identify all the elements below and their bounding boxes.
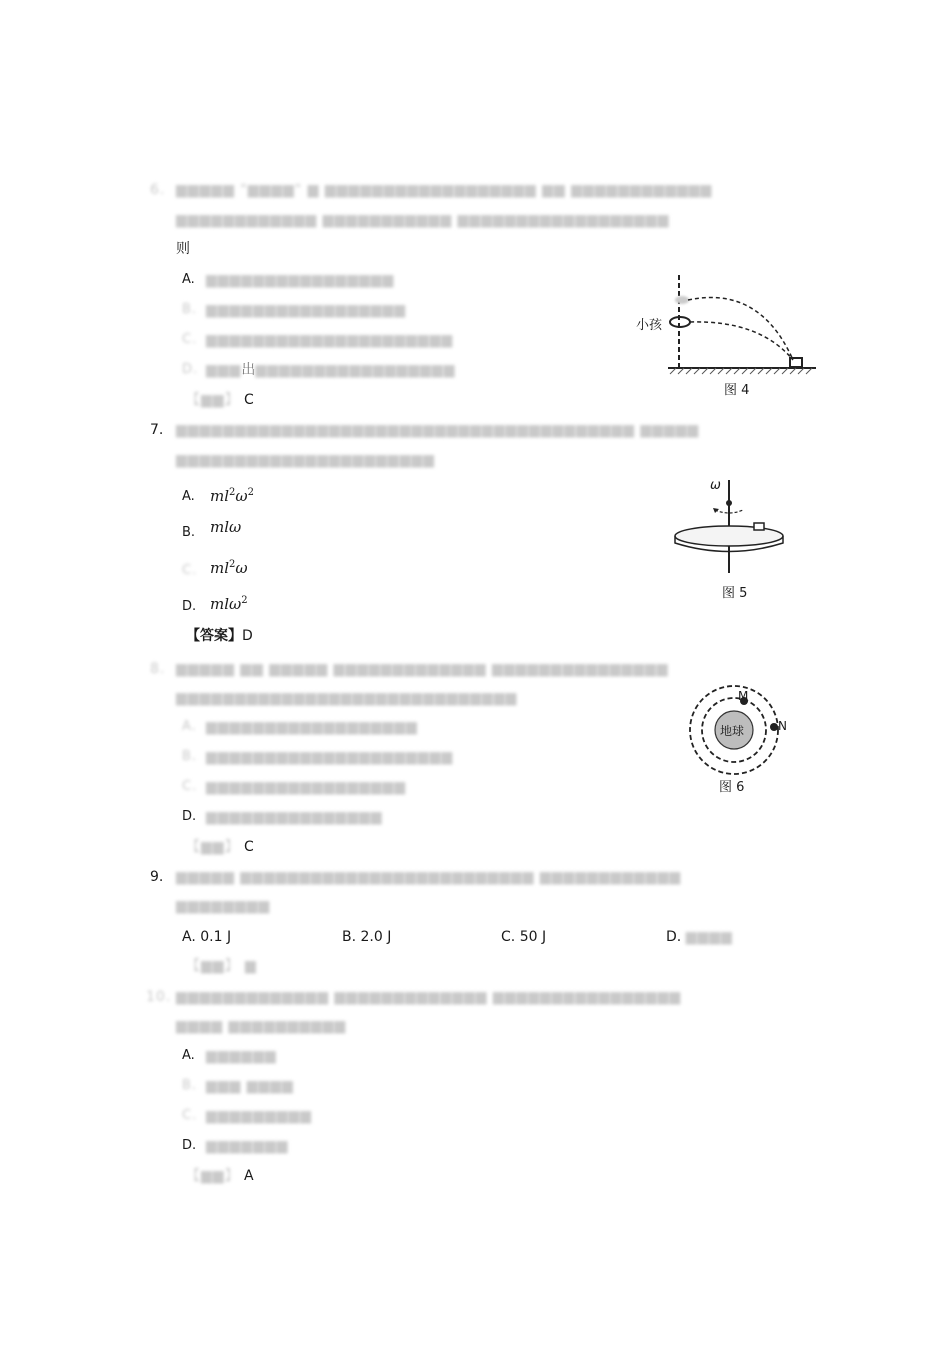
answer: 【▆▆】 C bbox=[186, 392, 254, 408]
option-text-redacted: ▆▆▆▆▆▆▆▆▆▆▆▆▆▆▆▆▆▆▆▆▆ bbox=[206, 332, 454, 348]
option-expression: mlω$^2$ bbox=[210, 595, 248, 613]
option-letter: A. bbox=[182, 719, 197, 734]
option-expression: $ml^2\omega^2$ bbox=[210, 487, 255, 505]
answer: 【▆▆】 C bbox=[186, 839, 254, 855]
question-number: 8. bbox=[150, 661, 166, 677]
option-letter: C. bbox=[182, 563, 198, 578]
question-text-line: 则 bbox=[176, 241, 190, 257]
ring-adult bbox=[675, 296, 689, 304]
trajectory-upper bbox=[688, 298, 793, 361]
question-number: 9. bbox=[150, 869, 164, 885]
option-letter: B. bbox=[182, 749, 198, 764]
omega-label: ω bbox=[710, 478, 721, 493]
question-text-redacted: ▆▆▆▆▆▆▆▆▆▆▆▆ ▆▆▆▆▆▆▆▆▆▆▆ ▆▆▆▆▆▆▆▆▆▆▆▆▆▆▆▆▆▆ bbox=[176, 212, 670, 228]
option-text-redacted: ▆▆▆▆▆▆▆▆▆▆▆▆▆▆▆▆▆ bbox=[206, 779, 407, 795]
label-child: 小孩 bbox=[636, 318, 663, 333]
option-text: ▆▆▆出▆▆▆▆▆▆▆▆▆▆▆▆▆▆▆▆▆ bbox=[206, 362, 456, 378]
option-letter: A. bbox=[182, 1048, 195, 1063]
figure-caption: 图 4 bbox=[724, 383, 750, 398]
trajectory-lower bbox=[690, 322, 793, 360]
question-number: 6. bbox=[150, 182, 166, 198]
option-expression: $ml^2\omega$ bbox=[210, 559, 248, 577]
answer: 【答案】D bbox=[186, 628, 253, 644]
option-letter: A. bbox=[182, 272, 195, 287]
figure-caption: 图 5 bbox=[722, 586, 748, 601]
option-c: C. 50 J bbox=[501, 929, 547, 945]
question-text-redacted: ▆▆▆▆▆▆▆▆▆▆▆▆▆▆▆▆▆▆▆▆▆▆▆▆▆▆▆▆▆▆▆▆▆▆▆▆▆▆▆ ▆▆▆▆▆ bbox=[176, 422, 700, 438]
option-text-redacted: ▆▆▆▆▆▆ bbox=[206, 1048, 277, 1064]
option-letter: A. bbox=[182, 489, 195, 504]
option-letter: D. bbox=[182, 809, 197, 824]
question-text-redacted: ▆▆▆▆▆▆▆▆▆▆▆▆▆ ▆▆▆▆▆▆▆▆▆▆▆▆▆ ▆▆▆▆▆▆▆▆▆▆▆▆▆▆▆▆ bbox=[176, 989, 682, 1005]
question-number: 10. bbox=[146, 989, 172, 1005]
option-text-redacted: ▆▆▆▆▆▆▆▆▆▆▆▆▆▆▆▆▆ bbox=[206, 302, 407, 318]
label-m: M bbox=[738, 689, 749, 703]
option-text-redacted: ▆▆▆▆▆▆▆▆▆ bbox=[206, 1108, 312, 1124]
option-letter: D. bbox=[182, 362, 199, 377]
answer: 【▆▆】 A bbox=[186, 1168, 254, 1184]
option-letter: B. bbox=[182, 525, 196, 540]
question-text-redacted: ▆▆▆▆▆ ▆▆ ▆▆▆▆▆ ▆▆▆▆▆▆▆▆▆▆▆▆▆ ▆▆▆▆▆▆▆▆▆▆▆▆▆▆▆ bbox=[176, 661, 669, 677]
answer-redacted: 【▆▆】 ▆ bbox=[186, 958, 257, 974]
option-text-redacted: ▆▆▆▆▆▆▆▆▆▆▆▆▆▆▆▆▆▆▆▆▆ bbox=[206, 749, 454, 765]
question-text-redacted: ▆▆▆▆▆ ▆▆▆▆▆▆▆▆▆▆▆▆▆▆▆▆▆▆▆▆▆▆▆▆▆ ▆▆▆▆▆▆▆▆▆▆▆▆ bbox=[176, 869, 682, 885]
question-text-redacted: ▆▆▆▆▆▆▆▆▆▆▆▆▆▆▆▆▆▆▆▆▆▆▆▆▆▆▆▆▆ bbox=[176, 690, 518, 706]
option-letter: C. bbox=[182, 332, 198, 347]
option-expression: mlω bbox=[210, 518, 242, 536]
block-object bbox=[754, 523, 764, 530]
question-text-redacted: ▆▆▆▆▆▆▆▆▆▆▆▆▆▆▆▆▆▆▆▆▆▆ bbox=[176, 452, 435, 468]
earth-label: 地球 bbox=[720, 724, 745, 738]
option-text-redacted: ▆▆▆▆▆▆▆ bbox=[206, 1138, 289, 1154]
option-a: A. 0.1 J bbox=[182, 929, 232, 945]
turntable bbox=[675, 526, 783, 546]
option-letter: C. bbox=[182, 1108, 198, 1123]
question-text-redacted: ▆▆▆▆ ▆▆▆▆▆▆▆▆▆▆ bbox=[176, 1018, 347, 1034]
question-text-redacted: ▆▆▆▆▆ "▆▆▆▆" ▆ ▆▆▆▆▆▆▆▆▆▆▆▆▆▆▆▆▆▆ ▆▆ ▆▆▆▆▆▆▆▆▆▆▆▆ bbox=[176, 182, 713, 198]
question-text-redacted: ▆▆▆▆▆▆▆▆ bbox=[176, 898, 271, 914]
option-text-redacted: ▆▆▆▆▆▆▆▆▆▆▆▆▆▆▆ bbox=[206, 809, 383, 825]
label-n: N bbox=[778, 719, 787, 733]
option-text-redacted: ▆▆▆▆▆▆▆▆▆▆▆▆▆▆▆▆▆▆ bbox=[206, 719, 418, 735]
option-b: B. 2.0 J bbox=[342, 929, 392, 945]
option-letter: B. bbox=[182, 1078, 198, 1093]
option-text-redacted: ▆▆▆ ▆▆▆▆ bbox=[206, 1078, 294, 1094]
question-number: 7. bbox=[150, 422, 164, 438]
option-text-redacted: ▆▆▆▆▆▆▆▆▆▆▆▆▆▆▆▆ bbox=[206, 272, 395, 288]
option-letter: C. bbox=[182, 779, 198, 794]
option-d: D. ▆▆▆▆ bbox=[666, 929, 733, 945]
option-letter: B. bbox=[182, 302, 198, 317]
figure-caption: 图 6 bbox=[719, 780, 745, 795]
option-letter: D. bbox=[182, 1138, 197, 1153]
satellite-n bbox=[770, 723, 778, 731]
option-letter: D. bbox=[182, 599, 197, 614]
figure-5-diagram bbox=[665, 478, 795, 578]
